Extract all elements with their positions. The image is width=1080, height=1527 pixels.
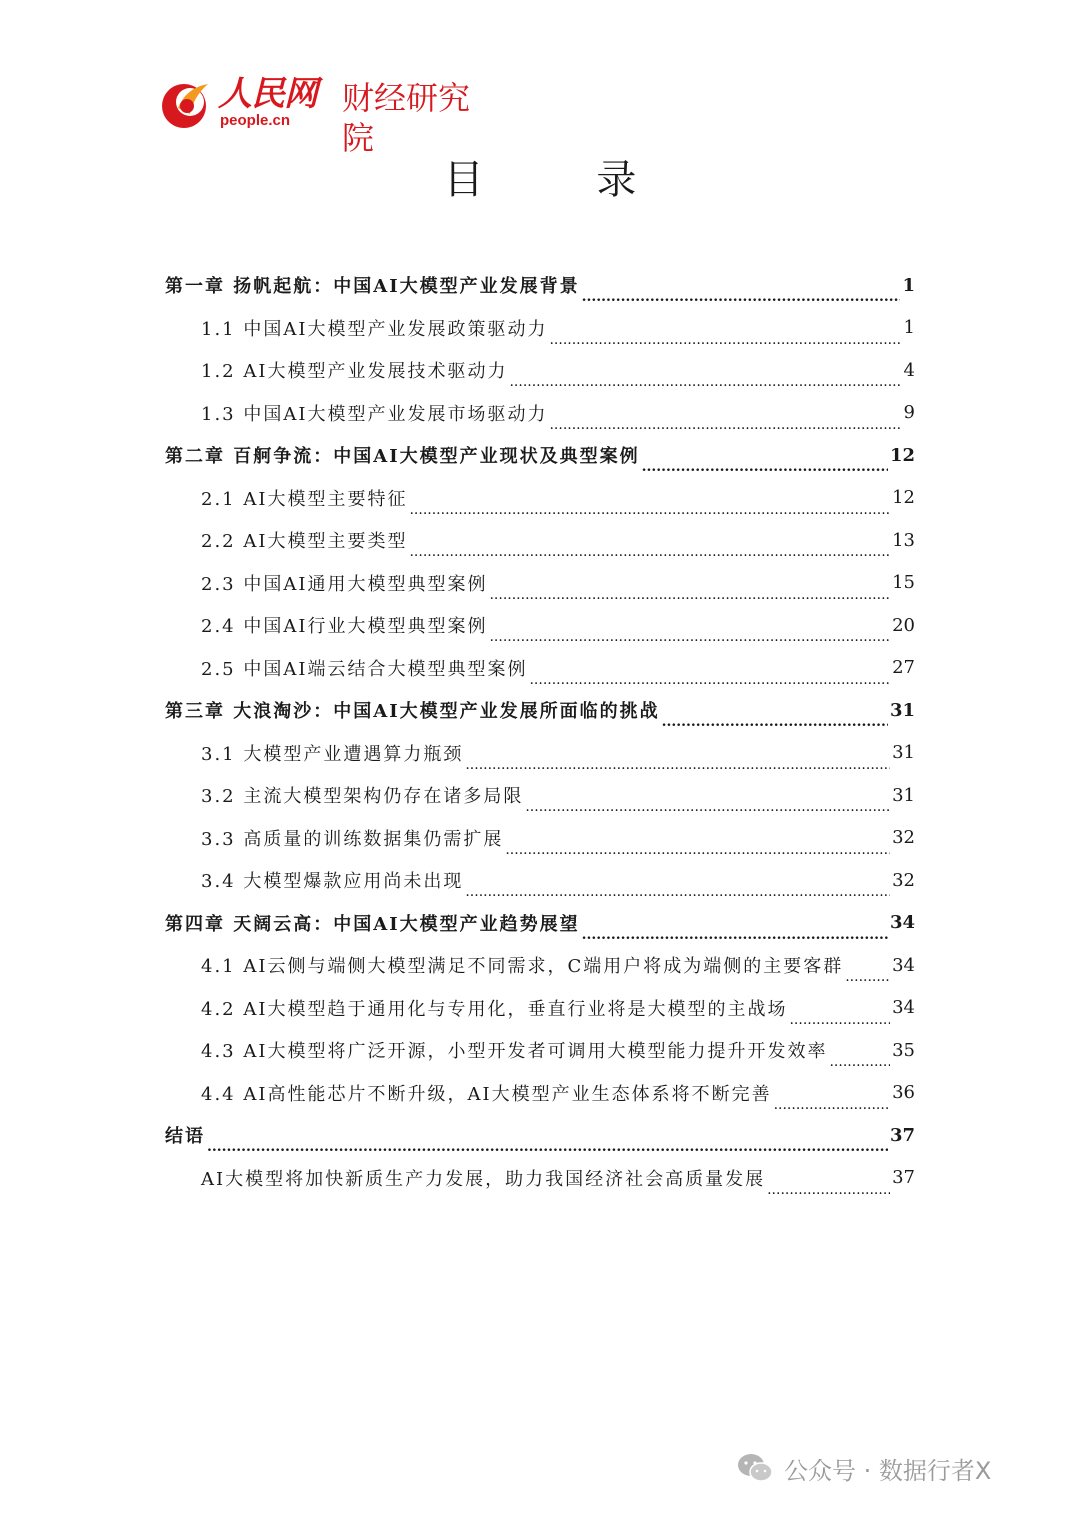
toc-section-row[interactable]: [201, 349, 915, 391]
logo: [160, 74, 500, 157]
toc-leader-dots: [789, 999, 890, 1029]
toc-section-row[interactable]: [201, 477, 915, 519]
toc-chapter-row[interactable]: [165, 434, 915, 476]
toc-page-number: 12: [889, 444, 915, 466]
toc-page-number: 37: [892, 1167, 915, 1188]
toc-page-number: 37: [889, 1124, 915, 1146]
toc-chapter-row[interactable]: [165, 902, 915, 944]
toc-leader-dots: [525, 786, 890, 816]
toc-leader-dots: [829, 1041, 890, 1071]
toc-section-row[interactable]: [201, 1029, 915, 1071]
toc-leader-dots: [529, 659, 890, 689]
logo-brand-cn: 人民网: [218, 74, 317, 114]
toc-page-number: 34: [889, 912, 915, 933]
toc-page-number: 1: [902, 274, 915, 296]
toc-leader-dots: [409, 531, 890, 561]
page-title: 目 录: [443, 157, 687, 203]
toc-section-row[interactable]: [201, 392, 915, 434]
toc-entry-label: 4.4 AI高性能芯片不断升级，AI大模型产业生态体系将不断完善: [201, 1083, 772, 1105]
toc-entry-label: 3.1 大模型产业遭遇算力瓶颈: [201, 743, 464, 765]
toc-page-number: 12: [892, 487, 915, 508]
toc-section-row[interactable]: [201, 944, 915, 986]
toc-entry-label: 第三章 大浪淘沙：中国AI大模型产业发展所面临的挑战: [165, 701, 660, 722]
watermark-text: 公众号 · 数据行者X: [784, 1456, 992, 1485]
toc-section-row[interactable]: [201, 732, 915, 774]
people-logo-icon: [160, 78, 218, 130]
toc-section-row[interactable]: [201, 987, 915, 1029]
toc-leader-dots: [465, 871, 890, 901]
toc-page-number: 31: [892, 742, 915, 763]
toc-leader-dots: [489, 574, 890, 604]
toc-entry-label: AI大模型将加快新质生产力发展，助力我国经济社会高质量发展: [201, 1168, 766, 1190]
toc-page-number: 32: [892, 869, 915, 891]
toc-page-number: 31: [892, 784, 915, 806]
toc-entry-label: 3.2 主流大模型架构仍存在诸多局限: [201, 786, 524, 807]
toc-leader-dots: [662, 701, 888, 731]
toc-entry-label: 结语: [165, 1126, 205, 1147]
watermark: [736, 1448, 1056, 1488]
toc-page-number: 31: [889, 699, 915, 721]
toc-leader-dots: [549, 319, 901, 349]
toc-page-number: 34: [892, 954, 915, 976]
toc-chapter-row[interactable]: [165, 264, 915, 306]
toc-entry-label: 1.2 AI大模型产业发展技术驱动力: [201, 361, 508, 382]
toc-leader-dots: [767, 1169, 890, 1199]
toc-leader-dots: [509, 361, 901, 391]
toc-entry-label: 4.1 AI云侧与端侧大模型满足不同需求，C端用户将成为端侧的主要客群: [201, 956, 844, 977]
toc-page-number: 35: [892, 1039, 915, 1061]
toc-section-row[interactable]: [201, 1157, 915, 1199]
toc-chapter-row[interactable]: [165, 1114, 915, 1156]
toc-section-row[interactable]: [201, 519, 915, 561]
toc-section-row[interactable]: [201, 562, 915, 604]
toc-section-row[interactable]: [201, 1072, 915, 1114]
toc-leader-dots: [642, 446, 888, 476]
logo-institute: 财经研究院: [342, 79, 471, 157]
toc-leader-dots: [845, 956, 890, 986]
toc-leader-dots: [582, 914, 888, 944]
toc-leader-dots: [582, 276, 901, 306]
toc-chapter-row[interactable]: [165, 689, 915, 731]
toc-leader-dots: [549, 404, 901, 434]
toc-leader-dots: [409, 489, 890, 519]
toc-section-row[interactable]: [201, 774, 915, 816]
toc-section-row[interactable]: [201, 859, 915, 901]
toc-entry-label: 2.3 中国AI通用大模型典型案例: [201, 573, 488, 595]
toc-leader-dots: [505, 829, 890, 859]
toc-page-number: 36: [892, 1082, 915, 1103]
toc-entry-label: 4.2 AI大模型趋于通用化与专用化，垂直行业将是大模型的主战场: [201, 998, 788, 1020]
toc-entry-label: 2.1 AI大模型主要特征: [201, 488, 408, 510]
toc-entry-label: 1.1 中国AI大模型产业发展政策驱动力: [201, 318, 548, 340]
toc-entry-label: 第一章 扬帆起航：中国AI大模型产业发展背景: [165, 276, 580, 297]
toc-page-number: 27: [892, 657, 915, 678]
toc-entry-label: 2.2 AI大模型主要类型: [201, 531, 408, 552]
toc-leader-dots: [207, 1126, 888, 1156]
toc-page-number: 1: [903, 317, 915, 338]
toc-section-row[interactable]: [201, 647, 915, 689]
toc-entry-label: 2.4 中国AI行业大模型典型案例: [201, 616, 488, 637]
toc-page-number: 34: [892, 997, 915, 1018]
toc-page-number: 4: [903, 359, 915, 381]
toc-page-number: 32: [892, 827, 915, 848]
toc-entry-label: 第四章 天阔云高：中国AI大模型产业趋势展望: [165, 913, 580, 935]
toc-leader-dots: [489, 616, 890, 646]
toc-leader-dots: [465, 744, 890, 774]
toc-page-number: 9: [903, 402, 915, 423]
toc-entry-label: 3.4 大模型爆款应用尚未出现: [201, 871, 464, 892]
toc-page-number: 15: [892, 572, 915, 593]
toc-section-row[interactable]: [201, 604, 915, 646]
toc-entry-label: 3.3 高质量的训练数据集仍需扩展: [201, 828, 504, 850]
toc-leader-dots: [774, 1084, 891, 1114]
toc-entry-label: 4.3 AI大模型将广泛开源，小型开发者可调用大模型能力提升开发效率: [201, 1041, 828, 1062]
toc-page-number: 20: [892, 614, 915, 636]
toc-entry-label: 2.5 中国AI端云结合大模型典型案例: [201, 658, 528, 680]
toc-page-number: 13: [892, 529, 915, 551]
toc-section-row[interactable]: [201, 307, 915, 349]
toc-entry-label: 第二章 百舸争流：中国AI大模型产业现状及典型案例: [165, 446, 640, 467]
logo-brand-en: people.cn: [220, 112, 291, 129]
toc-entry-label: 1.3 中国AI大模型产业发展市场驱动力: [201, 403, 548, 425]
wechat-icon: [736, 1452, 774, 1484]
toc-section-row[interactable]: [201, 817, 915, 859]
